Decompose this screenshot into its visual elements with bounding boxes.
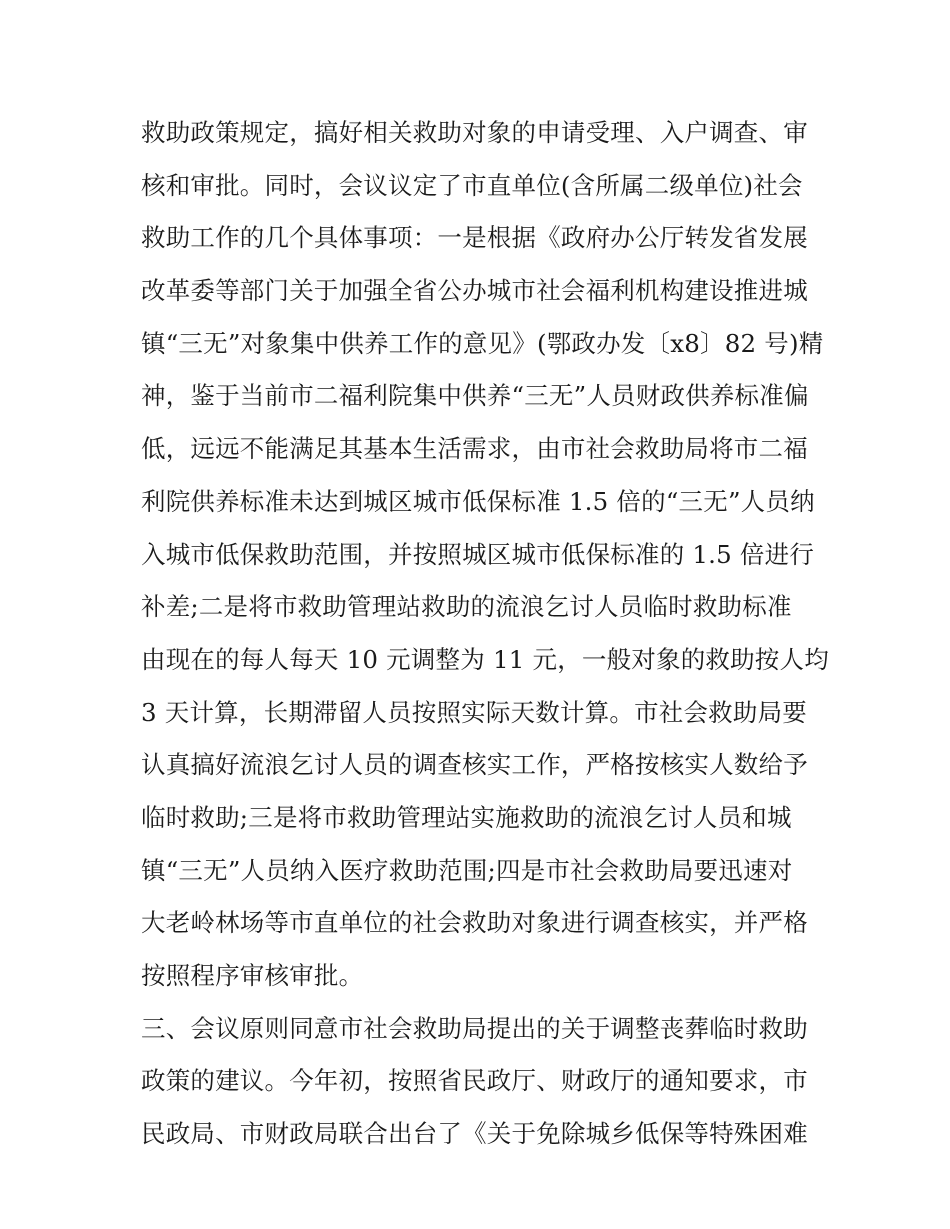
text-line: 神，鉴于当前市二福利院集中供养“三无”人员财政供养标准偏 [141,381,809,411]
text-line: 改革委等部门关于加强全省公办城市社会福利机构建设推进城 [141,276,808,306]
text-line: 镇“三无”人员纳入医疗救助范围;四是市社会救助局要迅速对 [141,855,793,885]
text-line: 政策的建议。今年初，按照省民政厅、财政厅的通知要求，市 [141,1066,808,1096]
text-line: 民政局、市财政局联合出台了《关于免除城乡低保等特殊困难 [141,1119,808,1149]
text-line: 按照程序审核审批。 [141,961,364,990]
text-line: 救助政策规定，搞好相关救助对象的申请受理、入户调查、审 [141,118,808,147]
text-line: 低，远远不能满足其基本生活需求，由市社会救助局将市二福 [141,434,808,464]
text-line: 由现在的每人每天 10 元调整为 11 元，一般对象的救助按人均 [141,644,829,674]
text-line: 三、会议原则同意市社会救助局提出的关于调整丧葬临时救助 [141,1013,808,1043]
text-line: 入城市低保救助范围，并按照城区城市低保标准的 1.5 倍进行 [141,539,815,569]
text-line: 镇“三无”对象集中供养工作的意见》(鄂政办发〔x8〕82 号)精 [141,328,824,358]
text-line: 临时救助;三是将市救助管理站实施救助的流浪乞讨人员和城 [141,802,792,832]
text-line: 认真搞好流浪乞讨人员的调查核实工作，严格按核实人数给予 [141,750,808,780]
text-line: 核和审批。同时，会议议定了市直单位(含所属二级单位)社会 [141,170,803,200]
text-line: 利院供养标准未达到城区城市低保标准 1.5 倍的“三无”人员纳 [141,486,815,516]
body-text [141,107,829,1161]
text-line: 3 天计算，长期滞留人员按照实际天数计算。市社会救助局要 [141,697,807,727]
text-line: 大老岭林场等市直单位的社会救助对象进行调查核实，并严格 [141,908,808,938]
text-line: 补差;二是将市救助管理站救助的流浪乞讨人员临时救助标准 [141,592,792,622]
text-line: 救助工作的几个具体事项：一是根据《政府办公厅转发省发展 [141,223,808,253]
